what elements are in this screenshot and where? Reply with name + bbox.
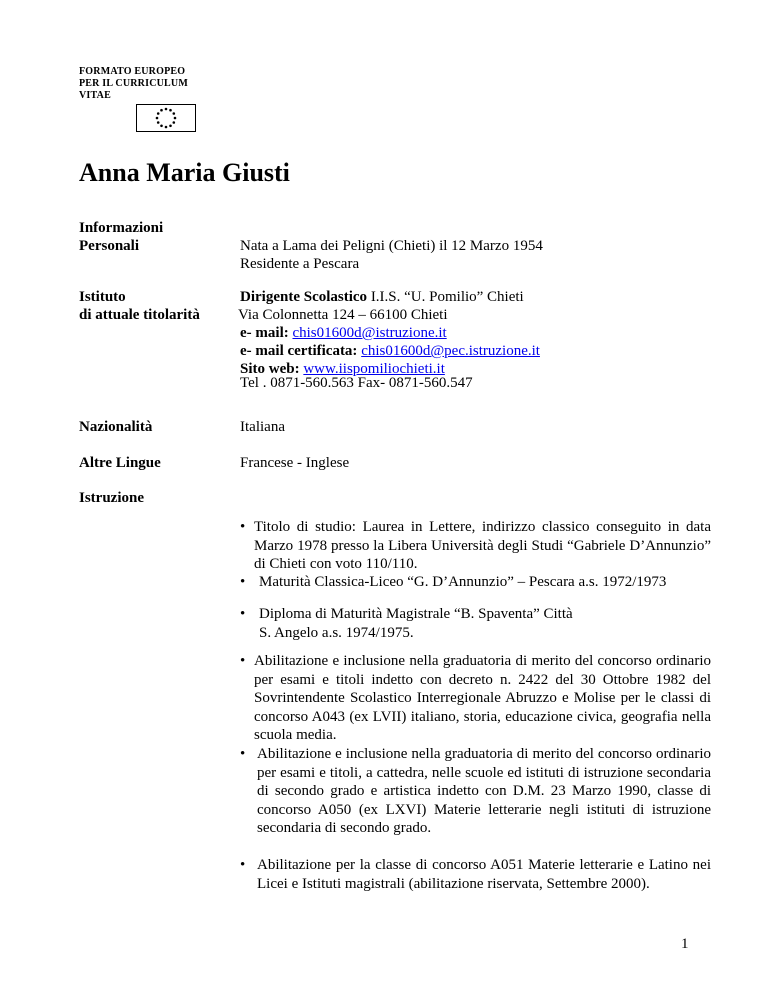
institute-label [79, 288, 200, 324]
email-label: e- mail: [240, 325, 289, 341]
personal-label-line2: Personali [79, 238, 139, 254]
nationality-label: Nazionalità [79, 419, 153, 435]
format-label: FORMATO EUROPEO PER IL CURRICULUM VITAE [79, 66, 188, 101]
bullet-icon: • [240, 857, 246, 873]
email-link[interactable]: chis01600d@istruzione.it [292, 325, 447, 341]
institute-address: Via Colonnetta 124 – 66100 Chieti [238, 307, 448, 323]
pec-line [240, 342, 540, 360]
web-link[interactable]: www.iispomiliochieti.it [303, 361, 445, 377]
personal-info [240, 237, 543, 273]
bullet-icon: • [240, 574, 246, 590]
pec-label: e- mail certificata: [240, 343, 358, 359]
education-item [240, 518, 711, 574]
personal-label [79, 219, 163, 255]
bullet-icon: • [240, 606, 246, 622]
web-label: Sito web: [240, 361, 300, 377]
person-name: Anna Maria Giusti [79, 158, 290, 187]
eu-flag-icon [136, 104, 196, 132]
education-item [240, 745, 711, 838]
education-item-text: Titolo di studio: Laurea in Lettere, indirizzo classico conseguito in data Marzo 1978 presso la Libera Università degli Studi “Gabriele D’Annunzio” di Chieti con voto 110/110. [254, 519, 711, 572]
nationality-value: Italiana [240, 419, 285, 435]
institute-label-line2: di attuale titolarità [79, 307, 200, 323]
languages-value: Francese - Inglese [240, 455, 350, 471]
role-text: I.I.S. “U. Pomilio” Chieti [367, 289, 524, 305]
education-item-text: Diploma di Maturità Magistrale “B. Spaventa” Città S. Angelo a.s. 1974/1975. [259, 606, 573, 641]
institute-info [240, 288, 540, 378]
languages-label: Altre Lingue [79, 455, 161, 471]
role-label: Dirigente Scolastico [240, 289, 368, 305]
education-item [240, 856, 711, 893]
education-item-text: Abilitazione per la classe di concorso A051 Materie letterarie e Latino nei Licei e Istituti magistrali (abilitazione riservata, Settembre 2000). [257, 857, 711, 892]
phone-fax: Tel . 0871-560.563 Fax- 0871-560.547 [240, 375, 473, 391]
residence-info: Residente a Pescara [240, 256, 360, 272]
education-item-text: Abilitazione e inclusione nella graduatoria di merito del concorso ordinario per esami e titoli, a cattedra, nelle scuole ed istituti di istruzione secondaria di secondo grado e artistica indetto con D.M. 23 Marzo 1990, classe di concorso A050 (ex LXVI) Materie letterarie negli istituti di istruzione secondaria di secondo grado. [257, 746, 711, 836]
education-item-text: Abilitazione e inclusione nella graduatoria di merito del concorso ordinario per esami e titoli indetto con decreto n. 2422 del 30 Ottobre 1982 del Sovrintendente Scolastico Interregionale Abruzzo e Molise per le classi di concorso A043 (ex LVII) italiano, storia, educazione civica, geografia nella scuola media. [254, 653, 711, 743]
bullet-icon: • [240, 519, 246, 535]
education-label: Istruzione [79, 490, 144, 506]
page-number: 1 [681, 936, 689, 952]
education-item [240, 573, 711, 592]
pec-link[interactable]: chis01600d@pec.istruzione.it [361, 343, 540, 359]
institute-role [240, 288, 540, 306]
email-line [240, 324, 540, 342]
bullet-icon: • [240, 653, 246, 669]
birth-info: Nata a Lama dei Peligni (Chieti) il 12 Marzo 1954 [240, 238, 543, 254]
education-item [240, 605, 711, 642]
institute-label-line1: Istituto [79, 289, 126, 305]
personal-label-line1: Informazioni [79, 220, 164, 236]
education-item-text: Maturità Classica-Liceo “G. D’Annunzio” – Pescara a.s. 1972/1973 [259, 574, 667, 590]
bullet-icon: • [240, 746, 246, 762]
education-item [240, 652, 711, 745]
